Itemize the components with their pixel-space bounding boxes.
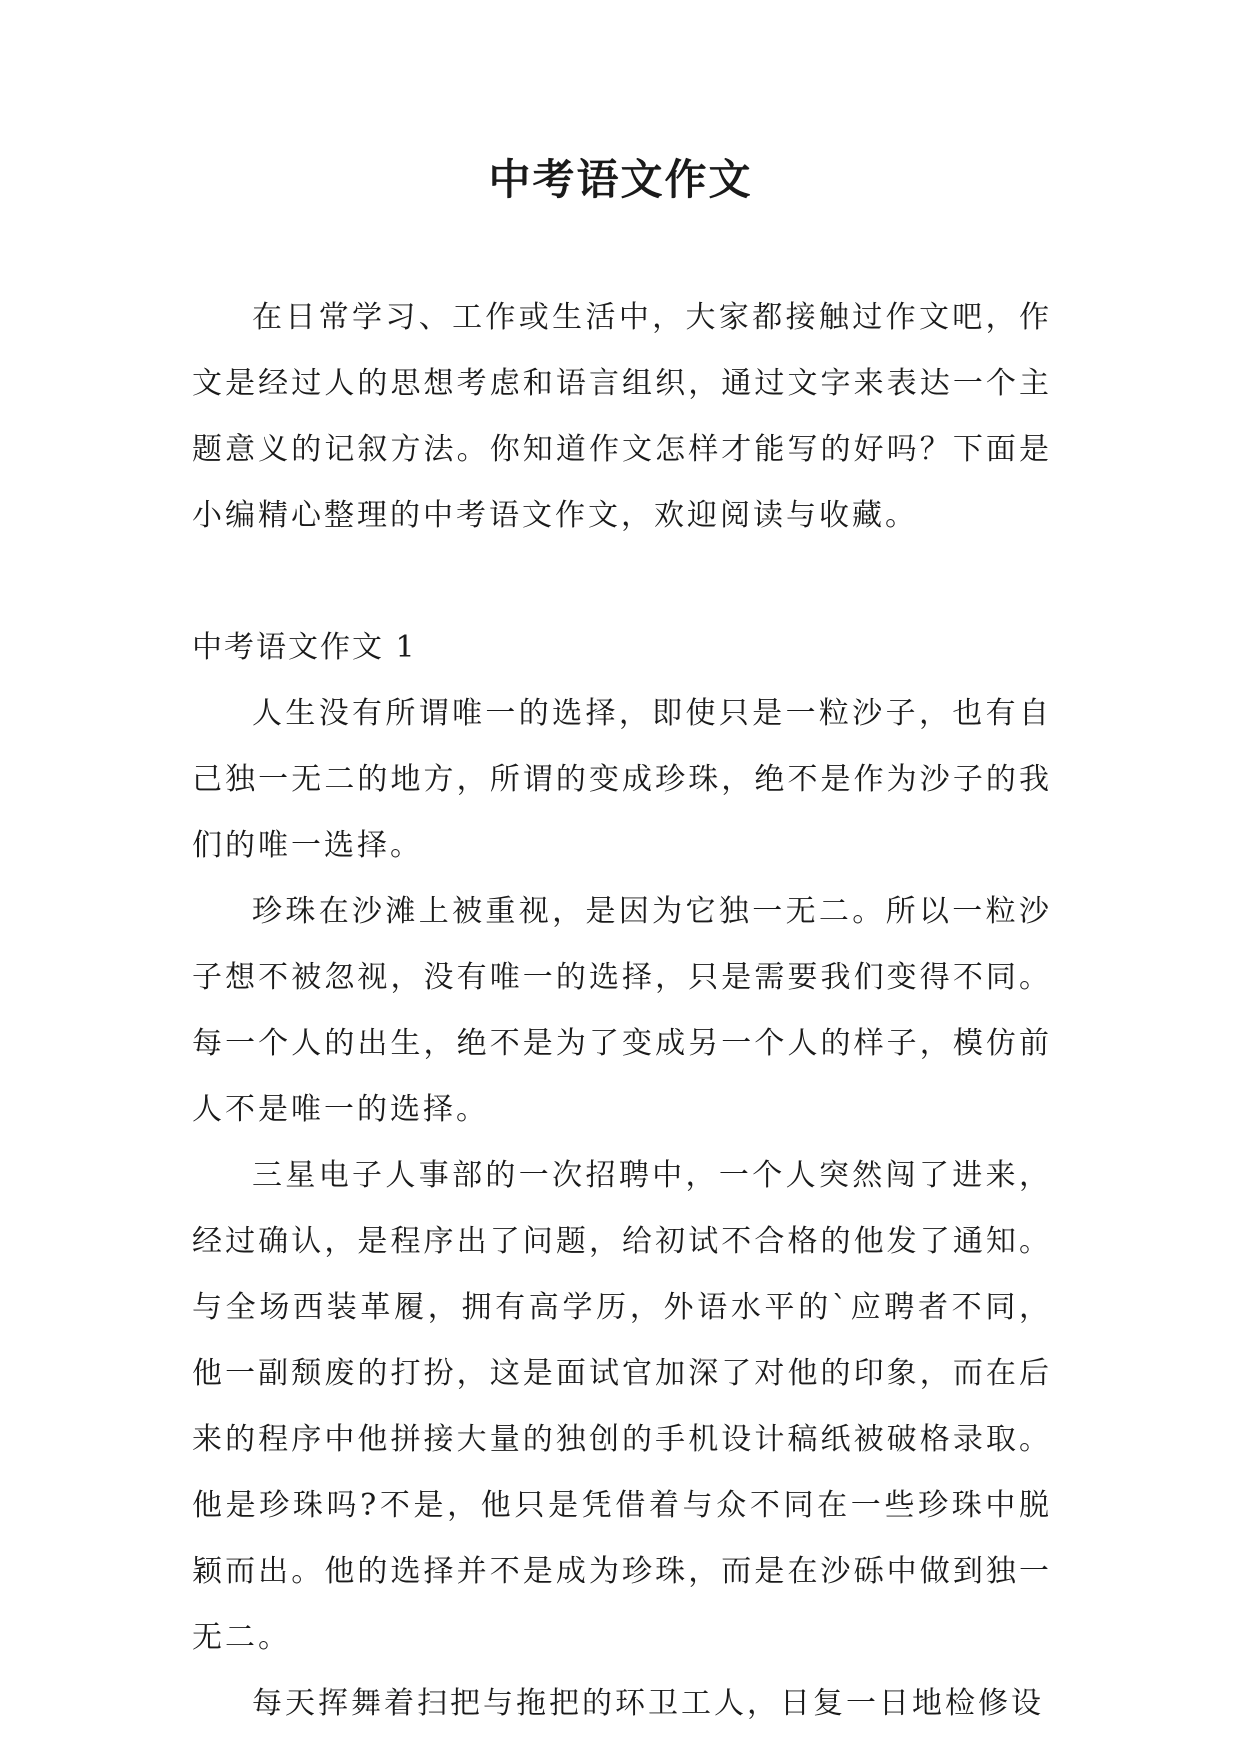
intro-paragraph: 在日常学习、工作或生活中，大家都接触过作文吧，作文是经过人的思想考虑和语言组织，通过文字来表达一个主题意义的记叙方法。你知道作文怎样才能写的好吗？下面是小编精心整理的中考语文作文，欢迎阅读与收藏。: [192, 300, 1052, 533]
body-paragraph: 珍珠在沙滩上被重视，是因为它独一无二。所以一粒沙子想不被忽视，没有唯一的选择，只是需要我们变得不同。每一个人的出生，绝不是为了变成另一个人的样子，模仿前人不是唯一的选择。: [192, 894, 1052, 1127]
section-heading: 中考语文作文 1: [192, 630, 417, 665]
body-paragraph: 人生没有所谓唯一的选择，即使只是一粒沙子，也有自己独一无二的地方，所谓的变成珍珠，绝不是作为沙子的我们的唯一选择。: [192, 696, 1052, 863]
body-paragraph: 每天挥舞着扫把与拖把的环卫工人，日复一日地检修设: [252, 1686, 1044, 1721]
page-title: 中考语文作文: [488, 155, 753, 204]
body-paragraph: 三星电子人事部的一次招聘中，一个人突然闯了进来，经过确认，是程序出了问题，给初试不合格的他发了通知。与全场西装革履，拥有高学历，外语水平的`应聘者不同，他一副颓废的打扮，这是面试官加深了对他的印象，而在后来的程序中他拼接大量的独创的手机设计稿纸被破格录取。他是珍珠吗?不是，他只是凭借着与众不同在一些珍珠中脱颖而出。他的选择并不是成为珍珠，而是在沙砾中做到独一无二。: [192, 1158, 1052, 1655]
document-body: [192, 285, 1052, 1737]
